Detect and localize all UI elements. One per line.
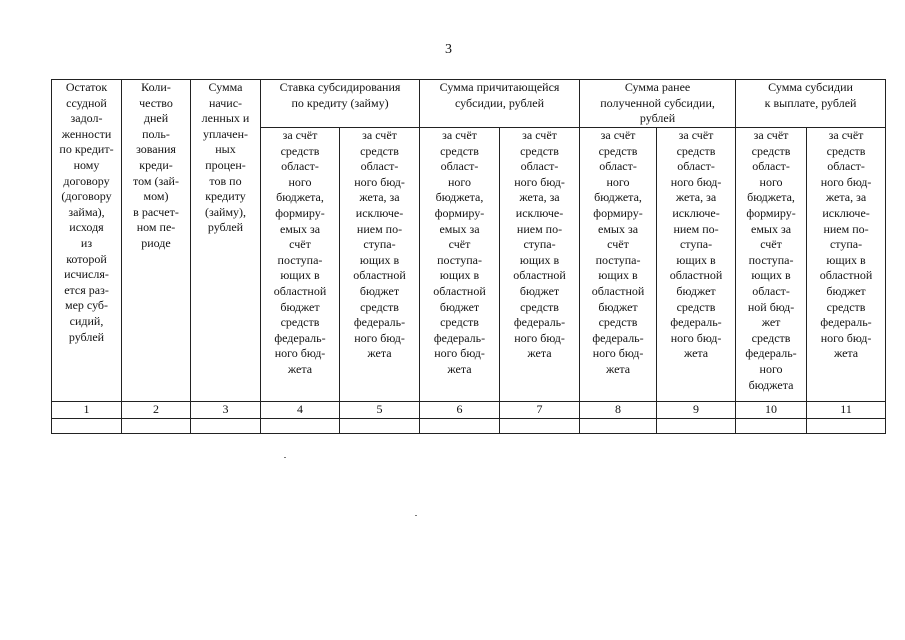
subheader-col-4: за счёт средств област- ного бюджета, формиру- емых за счёт поступа- ющих в областной бюджет средств федераль- ного бюд- жета bbox=[261, 128, 340, 402]
header-loan-debt-balance: Остаток ссудной задол- женности по кредит- ному договору (договору займа), исходя из которой исчисля- ется раз- мер суб- сидий, рублей bbox=[52, 80, 122, 402]
empty-cell bbox=[261, 419, 340, 434]
subheader-col-9: за счёт средств област- ного бюд- жета, за исключе- нием по- ступа- ющих в областной бюджет средств федераль- ного бюд- жета bbox=[657, 128, 736, 402]
empty-cell bbox=[500, 419, 580, 434]
header-subsidy-to-pay: Сумма субсидии к выплате, рублей bbox=[736, 80, 886, 128]
empty-cell bbox=[122, 419, 191, 434]
empty-cell bbox=[52, 419, 122, 434]
empty-cell bbox=[420, 419, 500, 434]
subheader-col-8: за счёт средств област- ного бюджета, формиру- емых за счёт поступа- ющих в областной бюджет средств федераль- ного бюд- жета bbox=[580, 128, 657, 402]
empty-cell bbox=[807, 419, 886, 434]
empty-cell bbox=[736, 419, 807, 434]
subheader-col-7: за счёт средств област- ного бюд- жета, за исключе- нием по- ступа- ющих в областной бюджет средств федераль- ного бюд- жета bbox=[500, 128, 580, 402]
subheader-col-10: за счёт средств област- ного бюджета, формиру- емых за счёт поступа- ющих в област- ной бюд- жет средств федераль- ного бюджета bbox=[736, 128, 807, 402]
empty-cell bbox=[340, 419, 420, 434]
column-number: 8 bbox=[580, 402, 657, 419]
column-number: 1 bbox=[52, 402, 122, 419]
subheader-col-5: за счёт средств област- ного бюд- жета, за исключе- нием по- ступа- ющих в областной бюджет средств федераль- ного бюд- жета bbox=[340, 128, 420, 402]
empty-cell bbox=[657, 419, 736, 434]
empty-data-row bbox=[52, 419, 886, 434]
scan-speck bbox=[284, 457, 286, 458]
column-number: 2 bbox=[122, 402, 191, 419]
column-number: 7 bbox=[500, 402, 580, 419]
scan-speck bbox=[415, 515, 417, 516]
subheader-col-6: за счёт средств област- ного бюджета, формиру- емых за счёт поступа- ющих в областной бюджет средств федераль- ного бюд- жета bbox=[420, 128, 500, 402]
subheader-col-11: за счёт средств област- ного бюд- жета, за исключе- нием по- ступа- ющих в областной бюджет средств федераль- ного бюд- жета bbox=[807, 128, 886, 402]
column-number: 11 bbox=[807, 402, 886, 419]
header-days-of-use: Коли- чество дней поль- зования креди- том (зай- мом) в расчет- ном пе- риоде bbox=[122, 80, 191, 402]
column-number-row bbox=[52, 402, 886, 419]
column-number: 10 bbox=[736, 402, 807, 419]
empty-cell bbox=[580, 419, 657, 434]
header-subsidy-rate: Ставка субсидирования по кредиту (займу) bbox=[261, 80, 420, 128]
subsidy-calculation-table bbox=[51, 79, 886, 434]
header-row-groups bbox=[52, 80, 886, 128]
empty-cell bbox=[191, 419, 261, 434]
column-number: 9 bbox=[657, 402, 736, 419]
header-subsidy-due: Сумма причитающейся субсидии, рублей bbox=[420, 80, 580, 128]
column-number: 6 bbox=[420, 402, 500, 419]
column-number: 3 bbox=[191, 402, 261, 419]
column-number: 4 bbox=[261, 402, 340, 419]
column-number: 5 bbox=[340, 402, 420, 419]
page-number: 3 bbox=[445, 42, 452, 57]
header-subsidy-previously-received: Сумма ранее полученной субсидии, рублей bbox=[580, 80, 736, 128]
header-interest-sum: Сумма начис- ленных и уплачен- ных процен- тов по кредиту (займу), рублей bbox=[191, 80, 261, 402]
